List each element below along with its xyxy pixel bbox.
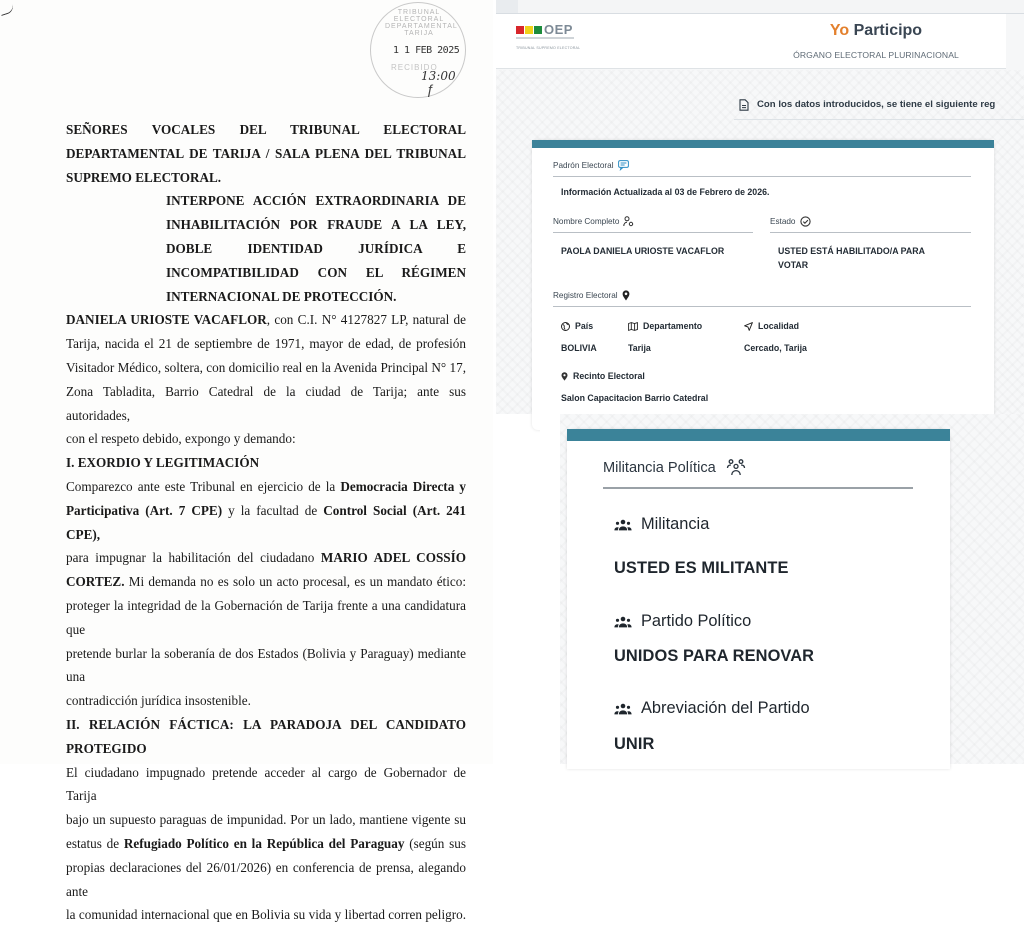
reception-stamp <box>370 2 466 98</box>
document-body <box>66 118 466 927</box>
precinct-label <box>561 371 645 381</box>
site-title-yo: Yo <box>829 22 850 39</box>
logo-square-green <box>534 26 542 34</box>
people-icon <box>614 703 632 715</box>
document-icon <box>739 99 749 111</box>
paragraph-line: la comunidad internacional que en Bolivia su vida y libertad corren peligro. <box>66 907 466 923</box>
label-text: Estado <box>770 217 796 226</box>
subject-line: INTERNACIONAL DE PROTECCIÓN. <box>166 288 397 304</box>
text-run: Refugiado Político en la República del Paraguay <box>123 835 405 851</box>
text-run: Democracia Directa y <box>340 478 466 494</box>
party-abbreviation-value: UNIR <box>614 735 655 753</box>
label-text: Abreviación del Partido <box>641 699 810 717</box>
logo-square-red <box>516 26 524 34</box>
locality-label <box>744 321 799 331</box>
country-value: BOLIVIA <box>561 343 597 353</box>
text-run: Mi demanda no es solo un acto procesal, es un mandato ético: <box>124 574 466 590</box>
notice-text: Con los datos introducidos, se tiene el siguiente reg <box>757 99 996 110</box>
logo-text: OEP <box>544 22 573 37</box>
result-notice <box>734 90 1024 120</box>
person-gear-icon <box>623 216 634 227</box>
section-divider <box>770 232 971 233</box>
paragraph-line: Visitador Médico, soltera, con domicilio real en la Avenida Principal N° 17, <box>66 359 466 375</box>
militancia-screen <box>540 414 1024 764</box>
label-text: Localidad <box>758 321 800 331</box>
stamp-signature: ƒ <box>426 81 434 97</box>
card-accent-bar <box>532 140 994 148</box>
label-text: Militancia <box>641 515 710 533</box>
paragraph-line <box>66 570 466 594</box>
addressee-block <box>66 118 466 189</box>
paragraph-line <box>66 308 466 332</box>
subject-line: DOBLE IDENTIDAD JURÍDICA E <box>166 240 466 256</box>
label-text: Registro Electoral <box>553 291 618 300</box>
section-divider <box>553 306 971 307</box>
browser-top-strip <box>496 0 1024 14</box>
site-subtitle: ÓRGANO ELECTORAL PLURINACIONAL <box>793 50 959 60</box>
section-divider <box>553 232 753 233</box>
site-title-rest: Participo <box>849 22 923 39</box>
text-run: Participativa (Art. 7 CPE) <box>66 502 223 518</box>
card-accent-bar <box>567 429 950 441</box>
plaintiff-name: DANIELA URIOSTE VACAFLOR <box>66 312 267 328</box>
department-label <box>628 321 702 331</box>
tab-stub <box>496 0 518 13</box>
section2-paragraph <box>66 761 466 927</box>
section-heading: II. RELACIÓN FÁCTICA: LA PARADOJA DEL CANDIDATO <box>66 716 466 732</box>
paragraph-line: bajo un supuesto paraguas de impunidad. Por un lado, mantiene vigente su <box>66 812 466 828</box>
section-heading: I. EXORDIO Y LEGITIMACIÓN <box>66 455 260 471</box>
militancia-value: USTED ES MILITANTE <box>614 559 789 577</box>
status-label <box>770 216 811 227</box>
paragraph-line <box>66 832 466 856</box>
logo-rule <box>516 37 574 39</box>
text-run: Comparezco ante este Tribunal en ejercicio de la <box>66 478 341 494</box>
addressee-line: SUPREMO ELECTORAL. <box>66 169 222 185</box>
addressee-line: DEPARTAMENTAL DE TARIJA / SALA PLENA DEL TRIBUNAL <box>66 145 466 161</box>
section-divider <box>553 176 971 177</box>
stamp-received-label: RECIBIDO <box>391 63 438 72</box>
padron-card <box>532 140 994 430</box>
site-header <box>496 14 1006 69</box>
subject-line: INTERPONE ACCIÓN EXTRAORDINARIA DE <box>166 193 466 209</box>
status-line: USTED ESTÁ HABILITADO/A PARA <box>778 246 925 256</box>
people-icon <box>614 519 632 531</box>
map-pin-icon <box>622 290 630 301</box>
oep-padron-screen <box>496 0 1024 414</box>
subject-block <box>166 189 466 308</box>
white-gap <box>540 414 560 764</box>
paragraph-line: contradicción jurídica insostenible. <box>66 693 251 709</box>
padron-section-label <box>553 160 629 170</box>
paragraph-line <box>66 546 466 570</box>
department-value: Tarija <box>628 343 651 353</box>
chat-icon <box>618 160 629 170</box>
registry-label <box>553 290 630 301</box>
site-title <box>796 22 956 40</box>
paragraph-line: proteger la integridad de la Gobernación de Tarija frente a una candidatura que <box>66 597 466 637</box>
militancia-title <box>603 459 746 476</box>
defendant-name: CORTEZ. <box>66 574 125 590</box>
legal-document-scan <box>0 0 493 923</box>
paragraph-line: propias declaraciones del 26/01/2026) en conferencia de prensa, alegando ante <box>66 859 466 899</box>
navigation-icon <box>744 322 753 331</box>
locality-value: Cercado, Tarija <box>744 343 807 353</box>
stamp-time: 13:00 <box>421 69 456 83</box>
paragraph-line: con el respeto debido, expongo y demando: <box>66 431 296 447</box>
text-run: (según sus <box>404 835 466 851</box>
section-divider <box>603 487 913 489</box>
label-text: Padrón Electoral <box>553 160 614 170</box>
label-text: Partido Político <box>641 612 752 630</box>
paragraph-line <box>66 499 466 547</box>
text-run: , con C.I. N° 4127827 LP, natural de <box>266 312 466 328</box>
intro-paragraph <box>66 308 466 451</box>
paragraph-line: pretende burlar la soberanía de dos Estados (Bolivia y Paraguay) mediante una <box>66 645 466 685</box>
check-circle-icon <box>800 216 811 227</box>
party-value: UNIDOS PARA RENOVAR <box>614 647 815 665</box>
addressee-line: SEÑORES VOCALES DEL TRIBUNAL ELECTORAL <box>66 122 466 137</box>
paragraph-line <box>66 475 466 499</box>
militancia-label <box>614 515 709 534</box>
status-value <box>778 244 925 272</box>
title-text: Militancia Política <box>603 459 716 476</box>
paragraph-line: Zona Tabladita, Barrio Catedral de la ciudad de Tarija; ante sus autoridades, <box>66 383 466 423</box>
text-run: para impugnar la habilitación del ciudadano <box>66 550 321 566</box>
label-text: Recinto Electoral <box>573 371 645 381</box>
defendant-name: MARIO ADEL COSSÍO <box>320 550 467 566</box>
country-label <box>561 321 593 331</box>
militancia-card <box>567 429 950 769</box>
subject-line: INHABILITACIÓN POR FRAUDE A LA LEY, <box>166 217 466 233</box>
party-abbreviation-label <box>614 699 810 718</box>
text-run: estatus de <box>66 835 124 851</box>
stamp-date: 1 1 FEB 2025 <box>393 45 460 56</box>
oep-logo[interactable] <box>516 22 596 56</box>
logo-square-yellow <box>525 26 533 34</box>
group-people-icon <box>726 459 746 476</box>
label-text: Nombre Completo <box>553 217 620 226</box>
section-heading: PROTEGIDO <box>66 740 147 756</box>
precinct-value: Salon Capacitacion Barrio Catedral <box>561 393 709 403</box>
full-name-value: PAOLA DANIELA URIOSTE VACAFLOR <box>561 246 725 256</box>
text-run: y la facultad de <box>222 502 324 518</box>
people-icon <box>614 616 632 628</box>
updated-info: Información Actualizada al 03 de Febrero de 2026. <box>561 187 770 197</box>
status-line: VOTAR <box>778 260 809 270</box>
location-pin-icon <box>561 372 568 381</box>
paragraph-line: El ciudadano impugnado pretende acceder al cargo de Gobernador de Tarija <box>66 764 466 804</box>
pen-mark <box>0 4 15 16</box>
section1-paragraph <box>66 475 466 713</box>
paragraph-line: Tarija, nacida el 21 de septiembre de 1971, mayor de edad, de profesión <box>66 336 466 352</box>
party-label <box>614 612 751 631</box>
subject-line: INCOMPATIBILIDAD CON EL RÉGIMEN <box>166 264 466 280</box>
label-text: Departamento <box>643 321 703 331</box>
globe-icon <box>561 322 570 331</box>
text-run: Control Social (Art. 241 CPE), <box>66 502 466 542</box>
name-label <box>553 216 634 227</box>
logo-subtitle: TRIBUNAL SUPREMO ELECTORAL <box>516 46 581 50</box>
label-text: País <box>575 321 594 331</box>
stamp-ring-text: TRIBUNAL ELECTORAL DEPARTAMENTAL TARIJA <box>385 9 458 37</box>
map-icon <box>628 322 638 331</box>
